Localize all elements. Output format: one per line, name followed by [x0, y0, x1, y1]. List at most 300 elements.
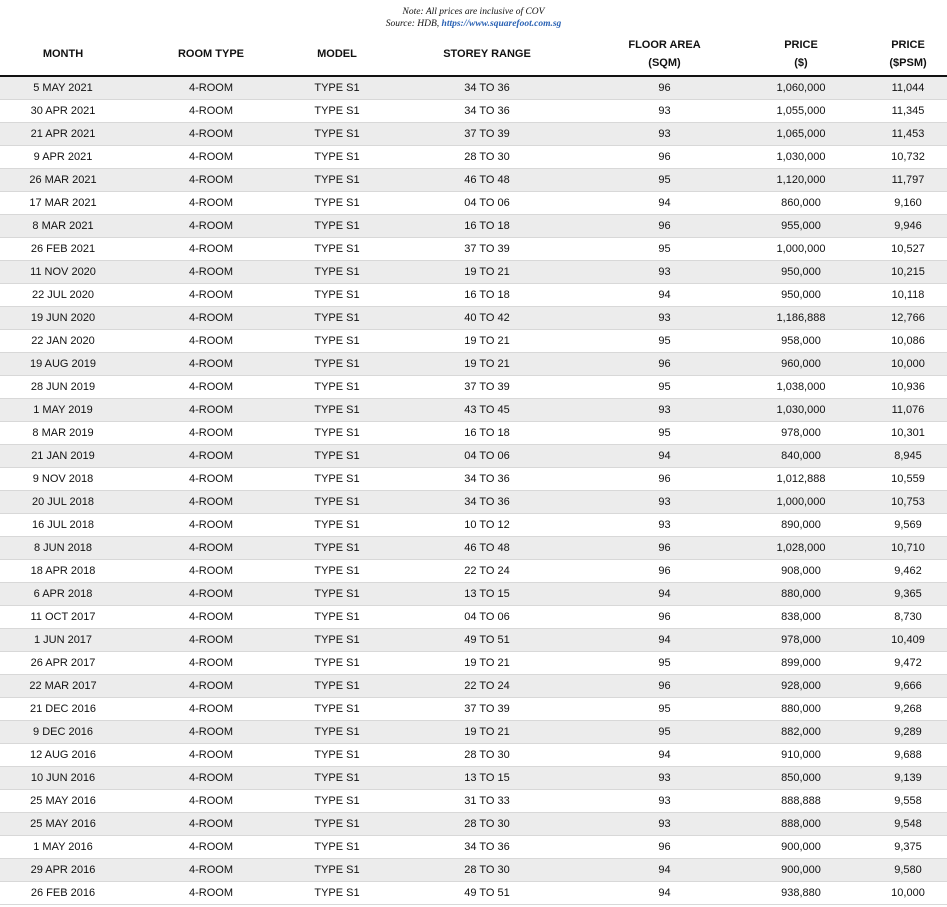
cell-price-psm: 9,666 — [869, 675, 947, 698]
cell-floor-area: 96 — [596, 675, 733, 698]
cell-price: 958,000 — [733, 330, 869, 353]
cell-storey-range: 19 TO 21 — [378, 330, 596, 353]
cell-floor-area: 95 — [596, 652, 733, 675]
cell-storey-range: 10 TO 12 — [378, 514, 596, 537]
cell-price: 838,000 — [733, 606, 869, 629]
header-price-line2: ($) — [794, 57, 808, 69]
cell-price: 938,880 — [733, 882, 869, 905]
table-row — [0, 215, 947, 238]
cell-floor-area: 93 — [596, 491, 733, 514]
cell-price: 900,000 — [733, 836, 869, 859]
cell-floor-area: 96 — [596, 537, 733, 560]
cell-storey-range: 28 TO 30 — [378, 744, 596, 767]
cov-note: Note: All prices are inclusive of COV — [402, 7, 545, 17]
cell-month: 26 MAR 2021 — [0, 169, 126, 192]
cell-price: 978,000 — [733, 422, 869, 445]
cell-month: 22 JAN 2020 — [0, 330, 126, 353]
cell-price-psm: 12,766 — [869, 307, 947, 330]
cell-floor-area: 95 — [596, 376, 733, 399]
cell-price: 1,000,000 — [733, 491, 869, 514]
cell-storey-range: 28 TO 30 — [378, 859, 596, 882]
cell-month: 11 OCT 2017 — [0, 606, 126, 629]
cell-month: 21 APR 2021 — [0, 123, 126, 146]
cell-floor-area: 94 — [596, 629, 733, 652]
cell-room-type: 4-ROOM — [126, 399, 296, 422]
cell-model: TYPE S1 — [296, 583, 378, 606]
cell-floor-area: 96 — [596, 468, 733, 491]
cell-model: TYPE S1 — [296, 882, 378, 905]
table-row — [0, 76, 947, 100]
table-row — [0, 399, 947, 422]
cell-model: TYPE S1 — [296, 767, 378, 790]
cell-room-type: 4-ROOM — [126, 353, 296, 376]
cell-price: 908,000 — [733, 560, 869, 583]
cell-floor-area: 96 — [596, 836, 733, 859]
cell-model: TYPE S1 — [296, 330, 378, 353]
cell-price: 882,000 — [733, 721, 869, 744]
table-row — [0, 123, 947, 146]
cell-floor-area: 93 — [596, 767, 733, 790]
table-row — [0, 882, 947, 905]
cell-storey-range: 46 TO 48 — [378, 169, 596, 192]
header-storey-range-line1: STOREY RANGE — [443, 48, 531, 60]
cell-month: 16 JUL 2018 — [0, 514, 126, 537]
cell-room-type: 4-ROOM — [126, 859, 296, 882]
table-row — [0, 537, 947, 560]
cell-price-psm: 10,559 — [869, 468, 947, 491]
cell-storey-range: 16 TO 18 — [378, 422, 596, 445]
cell-floor-area: 93 — [596, 514, 733, 537]
cell-room-type: 4-ROOM — [126, 123, 296, 146]
table-row — [0, 721, 947, 744]
cell-price: 1,186,888 — [733, 307, 869, 330]
cell-price: 1,065,000 — [733, 123, 869, 146]
cell-price: 1,038,000 — [733, 376, 869, 399]
cell-floor-area: 93 — [596, 813, 733, 836]
cell-price: 900,000 — [733, 859, 869, 882]
cell-month: 8 MAR 2021 — [0, 215, 126, 238]
cell-floor-area: 95 — [596, 721, 733, 744]
notes — [0, 0, 947, 33]
table-row — [0, 468, 947, 491]
cell-floor-area: 93 — [596, 399, 733, 422]
cell-price: 888,888 — [733, 790, 869, 813]
cell-floor-area: 95 — [596, 698, 733, 721]
table-row — [0, 376, 947, 399]
cell-storey-range: 28 TO 30 — [378, 146, 596, 169]
cell-storey-range: 37 TO 39 — [378, 376, 596, 399]
cell-storey-range: 37 TO 39 — [378, 238, 596, 261]
header-row — [0, 33, 947, 76]
cell-storey-range: 04 TO 06 — [378, 192, 596, 215]
header-floor-area-line2: (SQM) — [648, 57, 681, 69]
cell-month: 8 MAR 2019 — [0, 422, 126, 445]
cell-room-type: 4-ROOM — [126, 422, 296, 445]
header-month-line1: MONTH — [42, 48, 84, 60]
cell-month: 8 JUN 2018 — [0, 537, 126, 560]
cell-room-type: 4-ROOM — [126, 169, 296, 192]
cell-month: 19 AUG 2019 — [0, 353, 126, 376]
cell-storey-range: 13 TO 15 — [378, 767, 596, 790]
cell-storey-range: 34 TO 36 — [378, 468, 596, 491]
cell-price-psm: 10,710 — [869, 537, 947, 560]
cell-room-type: 4-ROOM — [126, 813, 296, 836]
cell-price: 955,000 — [733, 215, 869, 238]
cell-price-psm: 10,527 — [869, 238, 947, 261]
cell-model: TYPE S1 — [296, 100, 378, 123]
cell-month: 22 JUL 2020 — [0, 284, 126, 307]
table-row — [0, 790, 947, 813]
cell-model: TYPE S1 — [296, 652, 378, 675]
header-price-psm — [869, 33, 947, 76]
cell-month: 26 FEB 2021 — [0, 238, 126, 261]
header-room-type — [126, 33, 296, 76]
cell-month: 9 APR 2021 — [0, 146, 126, 169]
table-row — [0, 192, 947, 215]
cell-storey-range: 34 TO 36 — [378, 76, 596, 100]
cell-model: TYPE S1 — [296, 514, 378, 537]
header-storey-range — [378, 33, 596, 76]
header-month — [0, 33, 126, 76]
cell-storey-range: 49 TO 51 — [378, 882, 596, 905]
cell-room-type: 4-ROOM — [126, 307, 296, 330]
cell-room-type: 4-ROOM — [126, 790, 296, 813]
cell-month: 20 JUL 2018 — [0, 491, 126, 514]
table-row — [0, 652, 947, 675]
header-price-line1: PRICE — [784, 39, 818, 51]
cell-floor-area: 96 — [596, 76, 733, 100]
cell-price-psm: 11,044 — [869, 76, 947, 100]
table-row — [0, 445, 947, 468]
cell-model: TYPE S1 — [296, 537, 378, 560]
cell-month: 21 JAN 2019 — [0, 445, 126, 468]
cell-floor-area: 93 — [596, 123, 733, 146]
cell-month: 11 NOV 2020 — [0, 261, 126, 284]
cell-model: TYPE S1 — [296, 238, 378, 261]
cell-month: 28 JUN 2019 — [0, 376, 126, 399]
source-link[interactable]: https://www.squarefoot.com.sg — [441, 19, 562, 29]
cell-month: 1 JUN 2017 — [0, 629, 126, 652]
cell-price: 1,060,000 — [733, 76, 869, 100]
transactions-table — [0, 33, 947, 905]
cell-price-psm: 11,345 — [869, 100, 947, 123]
cell-price: 890,000 — [733, 514, 869, 537]
cell-storey-range: 04 TO 06 — [378, 606, 596, 629]
table-row — [0, 560, 947, 583]
cell-price: 1,012,888 — [733, 468, 869, 491]
cell-month: 10 JUN 2016 — [0, 767, 126, 790]
cell-room-type: 4-ROOM — [126, 537, 296, 560]
cell-room-type: 4-ROOM — [126, 836, 296, 859]
cell-month: 30 APR 2021 — [0, 100, 126, 123]
cell-storey-range: 37 TO 39 — [378, 123, 596, 146]
header-model-line1: MODEL — [317, 48, 357, 60]
cell-room-type: 4-ROOM — [126, 744, 296, 767]
cell-model: TYPE S1 — [296, 859, 378, 882]
cell-price-psm: 11,797 — [869, 169, 947, 192]
cell-price-psm: 10,732 — [869, 146, 947, 169]
cell-month: 9 NOV 2018 — [0, 468, 126, 491]
cell-storey-range: 13 TO 15 — [378, 583, 596, 606]
header-floor-area — [596, 33, 733, 76]
cell-storey-range: 34 TO 36 — [378, 100, 596, 123]
cell-price: 1,000,000 — [733, 238, 869, 261]
cell-storey-range: 19 TO 21 — [378, 261, 596, 284]
cell-model: TYPE S1 — [296, 445, 378, 468]
cell-model: TYPE S1 — [296, 307, 378, 330]
cell-price: 899,000 — [733, 652, 869, 675]
cell-month: 25 MAY 2016 — [0, 790, 126, 813]
cell-floor-area: 95 — [596, 330, 733, 353]
cell-storey-range: 22 TO 24 — [378, 675, 596, 698]
cell-floor-area: 95 — [596, 169, 733, 192]
cell-month: 26 FEB 2016 — [0, 882, 126, 905]
cell-price: 860,000 — [733, 192, 869, 215]
table-row — [0, 836, 947, 859]
cell-room-type: 4-ROOM — [126, 721, 296, 744]
table-row — [0, 629, 947, 652]
cell-price: 880,000 — [733, 583, 869, 606]
cell-price-psm: 9,558 — [869, 790, 947, 813]
cell-price: 950,000 — [733, 261, 869, 284]
cell-month: 12 AUG 2016 — [0, 744, 126, 767]
cell-price-psm: 9,365 — [869, 583, 947, 606]
cell-model: TYPE S1 — [296, 215, 378, 238]
cell-month: 19 JUN 2020 — [0, 307, 126, 330]
cell-storey-range: 04 TO 06 — [378, 445, 596, 468]
cell-model: TYPE S1 — [296, 836, 378, 859]
cell-room-type: 4-ROOM — [126, 514, 296, 537]
cell-room-type: 4-ROOM — [126, 192, 296, 215]
cell-room-type: 4-ROOM — [126, 767, 296, 790]
cell-month: 5 MAY 2021 — [0, 76, 126, 100]
cell-storey-range: 19 TO 21 — [378, 353, 596, 376]
cell-storey-range: 19 TO 21 — [378, 721, 596, 744]
cell-storey-range: 16 TO 18 — [378, 215, 596, 238]
cell-price: 910,000 — [733, 744, 869, 767]
cell-model: TYPE S1 — [296, 169, 378, 192]
table-row — [0, 744, 947, 767]
cell-price-psm: 10,936 — [869, 376, 947, 399]
table-row — [0, 813, 947, 836]
table-row — [0, 261, 947, 284]
cell-model: TYPE S1 — [296, 192, 378, 215]
cell-price: 880,000 — [733, 698, 869, 721]
cell-price: 1,028,000 — [733, 537, 869, 560]
cell-model: TYPE S1 — [296, 790, 378, 813]
cell-price-psm: 11,076 — [869, 399, 947, 422]
cell-month: 25 MAY 2016 — [0, 813, 126, 836]
cell-floor-area: 93 — [596, 261, 733, 284]
header-model — [296, 33, 378, 76]
table-row — [0, 422, 947, 445]
table-row — [0, 307, 947, 330]
cell-floor-area: 96 — [596, 353, 733, 376]
cell-room-type: 4-ROOM — [126, 583, 296, 606]
cell-room-type: 4-ROOM — [126, 882, 296, 905]
cell-floor-area: 95 — [596, 238, 733, 261]
cell-room-type: 4-ROOM — [126, 491, 296, 514]
cell-price-psm: 9,569 — [869, 514, 947, 537]
cell-model: TYPE S1 — [296, 399, 378, 422]
cell-model: TYPE S1 — [296, 698, 378, 721]
source-line — [0, 18, 947, 30]
cell-storey-range: 37 TO 39 — [378, 698, 596, 721]
cell-price: 850,000 — [733, 767, 869, 790]
table-row — [0, 284, 947, 307]
cell-model: TYPE S1 — [296, 261, 378, 284]
cell-storey-range: 43 TO 45 — [378, 399, 596, 422]
cell-month: 26 APR 2017 — [0, 652, 126, 675]
cell-price-psm: 9,160 — [869, 192, 947, 215]
cell-floor-area: 94 — [596, 583, 733, 606]
cell-room-type: 4-ROOM — [126, 629, 296, 652]
cell-price-psm: 10,118 — [869, 284, 947, 307]
cell-room-type: 4-ROOM — [126, 76, 296, 100]
header-price — [733, 33, 869, 76]
cell-price-psm: 9,472 — [869, 652, 947, 675]
cell-model: TYPE S1 — [296, 468, 378, 491]
source-prefix: Source: HDB, — [385, 19, 442, 29]
cell-floor-area: 94 — [596, 859, 733, 882]
cell-room-type: 4-ROOM — [126, 468, 296, 491]
cell-storey-range: 49 TO 51 — [378, 629, 596, 652]
cell-month: 1 MAY 2019 — [0, 399, 126, 422]
cell-floor-area: 96 — [596, 146, 733, 169]
table-row — [0, 859, 947, 882]
cell-model: TYPE S1 — [296, 629, 378, 652]
cell-storey-range: 16 TO 18 — [378, 284, 596, 307]
cell-storey-range: 22 TO 24 — [378, 560, 596, 583]
cell-model: TYPE S1 — [296, 491, 378, 514]
table-row — [0, 698, 947, 721]
cell-price-psm: 10,215 — [869, 261, 947, 284]
table-row — [0, 238, 947, 261]
cell-model: TYPE S1 — [296, 675, 378, 698]
cell-floor-area: 94 — [596, 445, 733, 468]
table-row — [0, 491, 947, 514]
cell-price-psm: 9,139 — [869, 767, 947, 790]
cell-price-psm: 10,086 — [869, 330, 947, 353]
cell-month: 6 APR 2018 — [0, 583, 126, 606]
cell-model: TYPE S1 — [296, 353, 378, 376]
table-row — [0, 146, 947, 169]
cell-model: TYPE S1 — [296, 813, 378, 836]
cell-price-psm: 9,688 — [869, 744, 947, 767]
cell-price: 960,000 — [733, 353, 869, 376]
table-row — [0, 169, 947, 192]
cell-floor-area: 94 — [596, 882, 733, 905]
cell-floor-area: 96 — [596, 215, 733, 238]
cell-storey-range: 19 TO 21 — [378, 652, 596, 675]
cell-room-type: 4-ROOM — [126, 100, 296, 123]
cell-price-psm: 8,730 — [869, 606, 947, 629]
cell-month: 17 MAR 2021 — [0, 192, 126, 215]
header-floor-area-line1: FLOOR AREA — [628, 39, 701, 51]
cell-room-type: 4-ROOM — [126, 560, 296, 583]
cell-room-type: 4-ROOM — [126, 675, 296, 698]
cell-price: 1,030,000 — [733, 399, 869, 422]
cell-storey-range: 46 TO 48 — [378, 537, 596, 560]
cell-price: 1,030,000 — [733, 146, 869, 169]
table-row — [0, 514, 947, 537]
cell-room-type: 4-ROOM — [126, 330, 296, 353]
cell-month: 29 APR 2016 — [0, 859, 126, 882]
cell-room-type: 4-ROOM — [126, 238, 296, 261]
cell-storey-range: 34 TO 36 — [378, 491, 596, 514]
cell-price-psm: 10,000 — [869, 882, 947, 905]
cell-price: 950,000 — [733, 284, 869, 307]
cell-month: 9 DEC 2016 — [0, 721, 126, 744]
cell-model: TYPE S1 — [296, 123, 378, 146]
table-row — [0, 767, 947, 790]
cell-model: TYPE S1 — [296, 606, 378, 629]
cell-price-psm: 9,548 — [869, 813, 947, 836]
header-price-psm-line1: PRICE — [891, 39, 925, 51]
cell-model: TYPE S1 — [296, 376, 378, 399]
cell-model: TYPE S1 — [296, 721, 378, 744]
cell-price: 978,000 — [733, 629, 869, 652]
cell-room-type: 4-ROOM — [126, 445, 296, 468]
table-row — [0, 583, 947, 606]
table-header — [0, 33, 947, 76]
cell-floor-area: 93 — [596, 307, 733, 330]
table-row — [0, 330, 947, 353]
cell-month: 18 APR 2018 — [0, 560, 126, 583]
cell-price-psm: 10,753 — [869, 491, 947, 514]
cell-price-psm: 9,580 — [869, 859, 947, 882]
cell-price-psm: 9,289 — [869, 721, 947, 744]
cell-floor-area: 96 — [596, 606, 733, 629]
cell-room-type: 4-ROOM — [126, 376, 296, 399]
cell-room-type: 4-ROOM — [126, 284, 296, 307]
cell-floor-area: 95 — [596, 422, 733, 445]
cell-price-psm: 9,462 — [869, 560, 947, 583]
cell-room-type: 4-ROOM — [126, 146, 296, 169]
cell-floor-area: 93 — [596, 100, 733, 123]
cell-model: TYPE S1 — [296, 76, 378, 100]
table-body — [0, 76, 947, 905]
cell-model: TYPE S1 — [296, 284, 378, 307]
cell-price-psm: 8,945 — [869, 445, 947, 468]
cell-storey-range: 34 TO 36 — [378, 836, 596, 859]
table-row — [0, 353, 947, 376]
cell-month: 1 MAY 2016 — [0, 836, 126, 859]
cell-price-psm: 9,268 — [869, 698, 947, 721]
cell-floor-area: 94 — [596, 192, 733, 215]
header-room-type-line1: ROOM TYPE — [177, 48, 244, 60]
cell-room-type: 4-ROOM — [126, 215, 296, 238]
table-row — [0, 675, 947, 698]
cell-storey-range: 40 TO 42 — [378, 307, 596, 330]
cell-month: 21 DEC 2016 — [0, 698, 126, 721]
cell-storey-range: 28 TO 30 — [378, 813, 596, 836]
cell-price-psm: 10,409 — [869, 629, 947, 652]
cell-price: 1,055,000 — [733, 100, 869, 123]
cell-room-type: 4-ROOM — [126, 652, 296, 675]
cell-floor-area: 94 — [596, 744, 733, 767]
cell-floor-area: 94 — [596, 284, 733, 307]
cell-floor-area: 96 — [596, 560, 733, 583]
cell-price: 928,000 — [733, 675, 869, 698]
table-row — [0, 100, 947, 123]
cell-room-type: 4-ROOM — [126, 606, 296, 629]
cell-price-psm: 9,946 — [869, 215, 947, 238]
table-row — [0, 606, 947, 629]
cell-month: 22 MAR 2017 — [0, 675, 126, 698]
cell-model: TYPE S1 — [296, 422, 378, 445]
cell-price-psm: 11,453 — [869, 123, 947, 146]
